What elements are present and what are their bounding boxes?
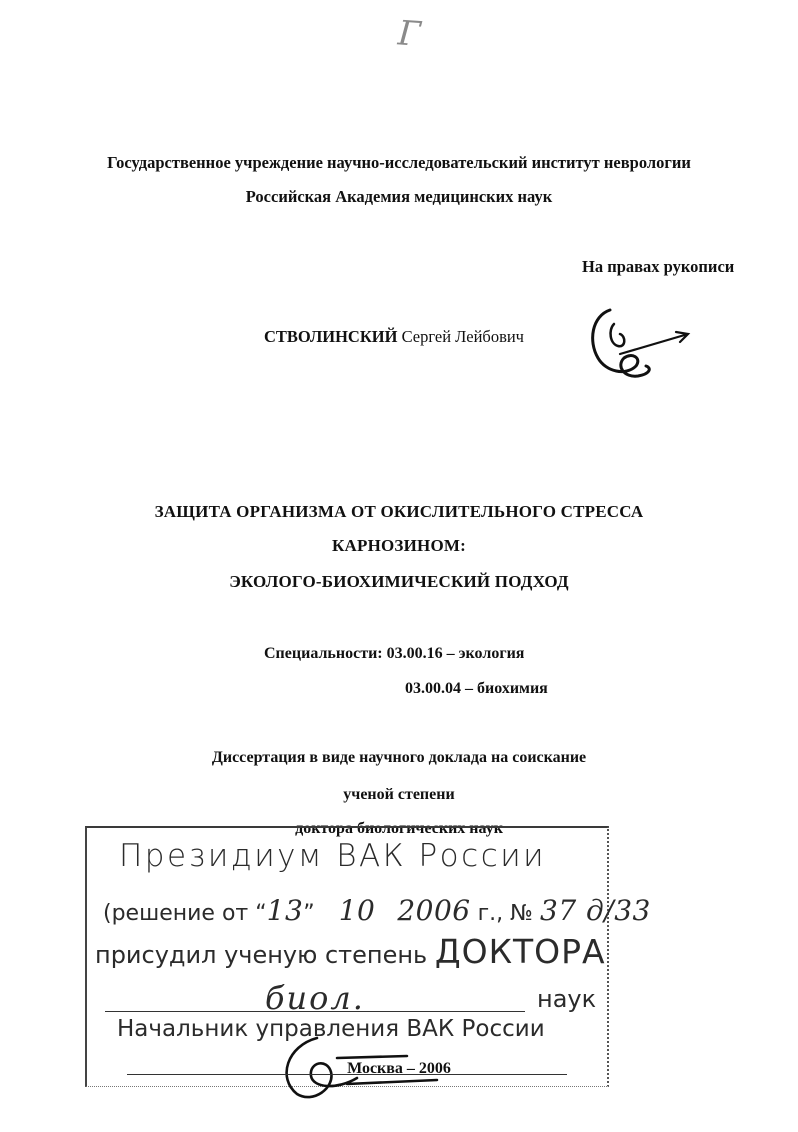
- pencil-mark: Г: [396, 13, 422, 55]
- specialty-item: 03.00.04 – биохимия: [405, 680, 548, 697]
- title-line: КАРНОЗИНОМ:: [332, 536, 466, 555]
- academy-name: Российская Академия медицинских наук: [245, 187, 553, 206]
- decision-year: 2006: [397, 894, 471, 927]
- institution-name: Государственное учреждение научно-исследовательский институт неврологии: [107, 153, 691, 172]
- vak-stamp: [85, 826, 651, 1087]
- decision-day: 13: [266, 894, 304, 927]
- dissertation-line: ученой степени: [343, 786, 455, 803]
- field-suffix: наук: [537, 985, 597, 1013]
- degree-line: доктора биологических наук: [295, 820, 503, 837]
- stamp-decision: (решение от “13” 10 2006 г., № 37 д/33: [103, 894, 651, 927]
- title-line: ЭКОЛОГО-БИОХИМИЧЕСКИЙ ПОДХОД: [229, 572, 569, 591]
- decision-prefix: (решение от: [103, 901, 249, 926]
- specialty-line: [264, 645, 524, 663]
- stamp-awarded: [95, 932, 606, 971]
- specialty-item: 03.00.16 – экология: [386, 645, 525, 662]
- author-signature: [580, 296, 700, 386]
- dissertation-line: Диссертация в виде научного доклада на соискание: [211, 749, 587, 766]
- author-given-names: Сергей Лейбович: [401, 327, 524, 346]
- decision-year-suffix: г., №: [477, 901, 534, 926]
- field-value: биол.: [265, 979, 365, 1017]
- title-line: ЗАЩИТА ОРГАНИЗМА ОТ ОКИСЛИТЕЛЬНОГО СТРЕССА: [154, 502, 644, 521]
- stamp-head: Начальник управления ВАК России: [117, 1016, 545, 1042]
- stamp-title: Президиум ВАК России: [119, 838, 547, 874]
- specialty-label: Специальности:: [264, 645, 383, 662]
- stamp-field-row: [105, 979, 605, 1017]
- city-year: Москва – 2006: [347, 1060, 451, 1077]
- manuscript-note: На правах рукописи: [582, 257, 735, 276]
- awarded-prefix: присудил ученую степень: [95, 941, 428, 969]
- author-name: [264, 327, 524, 347]
- decision-month: 10: [338, 894, 376, 927]
- author-surname: СТВОЛИНСКИЙ: [264, 327, 398, 346]
- awarded-degree: ДОКТОРА: [434, 932, 606, 971]
- decision-number: 37 д/33: [540, 894, 651, 927]
